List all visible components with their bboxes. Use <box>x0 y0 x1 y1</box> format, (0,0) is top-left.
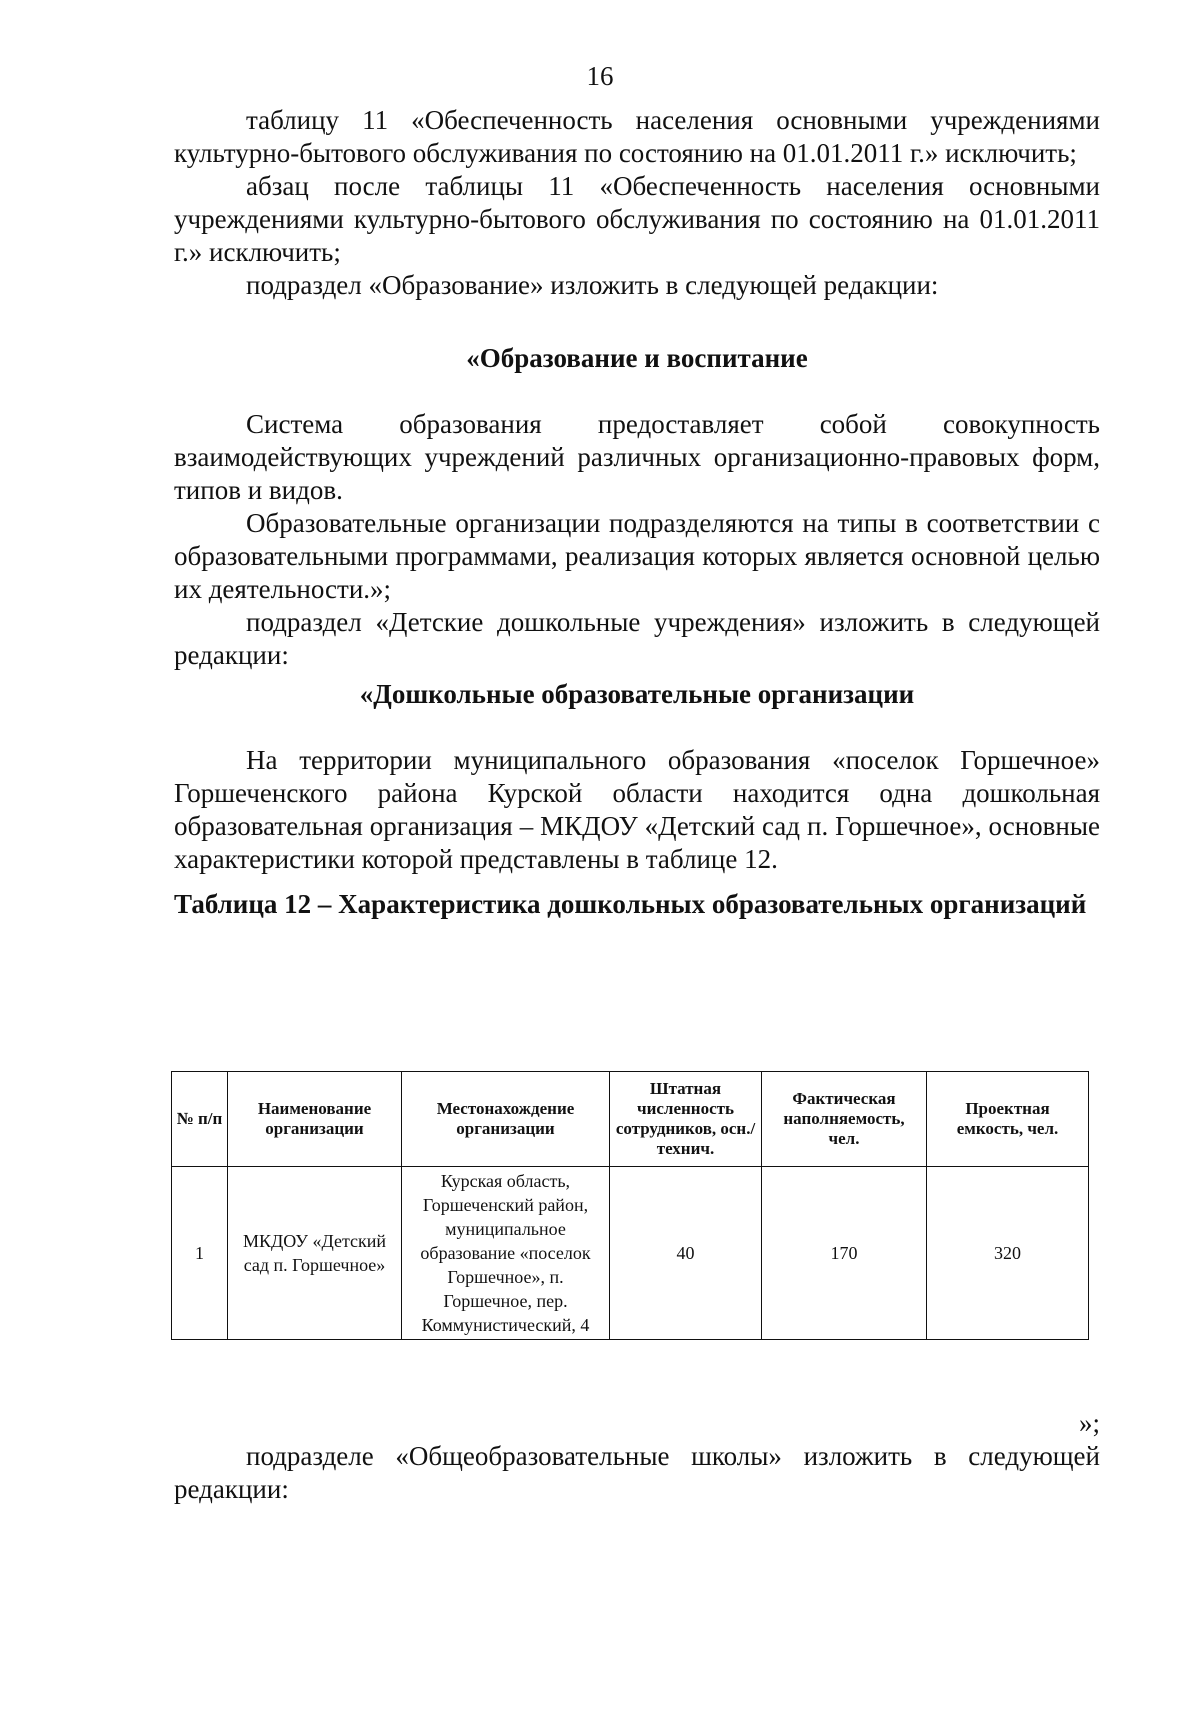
paragraph: подраздел «Образование» изложить в следующей редакции: <box>246 270 939 300</box>
table-caption: Таблица 12 – Характеристика дошкольных образовательных организаций <box>174 889 1087 919</box>
cell-location: Курская область, Горшеченский район, муниципальное образование «поселок Горшечное», п. Горшечное, пер. Коммунистический, 4 <box>402 1167 610 1340</box>
section-heading-education: «Образование и воспитание <box>466 343 808 373</box>
header-name: Наименование организации <box>228 1072 402 1167</box>
header-capacity: Проектная емкость, чел. <box>927 1072 1089 1167</box>
preschool-table <box>171 1071 1089 1340</box>
table-row <box>172 1167 1089 1340</box>
paragraph: Образовательные организации подразделяются на типы в соответствии с образовательными программами, реализация которых является основной целью их деятельности.»; <box>174 508 1100 604</box>
paragraph: таблицу 11 «Обеспеченность населения основными учреждениями культурно-бытового обслуживания по состоянию на 01.01.2011 г.» исключить; <box>174 105 1100 168</box>
header-staff: Штатная численность сотрудников, осн./технич. <box>610 1072 762 1167</box>
header-location: Местонахождение организации <box>402 1072 610 1167</box>
paragraph: подраздел «Детские дошкольные учреждения» изложить в следующей редакции: <box>174 607 1100 670</box>
cell-staff: 40 <box>610 1167 762 1340</box>
text-block-intro <box>174 744 1100 876</box>
page-number: 16 <box>586 61 614 91</box>
header-occupancy: Фактическая наполняемость, чел. <box>762 1072 927 1167</box>
paragraph: На территории муниципального образования «поселок Горшечное» Горшеченского района Курской области находится одна дошкольная образовательная организация – МКДОУ «Детский сад п. Горшечное», основные характеристики которой представлены в таблице 12. <box>174 745 1100 874</box>
cell-capacity: 320 <box>927 1167 1089 1340</box>
table-header-row <box>172 1072 1089 1167</box>
cell-name: МКДОУ «Детский сад п. Горшечное» <box>228 1167 402 1340</box>
section-heading-preschool: «Дошкольные образовательные организации <box>359 679 915 709</box>
text-block-middle <box>174 408 1100 672</box>
cell-number: 1 <box>172 1167 228 1340</box>
text-block-last <box>174 1440 1100 1506</box>
paragraph: подразделе «Общеобразовательные школы» изложить в следующей редакции: <box>174 1441 1100 1504</box>
text-block-top <box>174 104 1100 302</box>
header-number: № п/п <box>172 1072 228 1167</box>
table-closing-quote: »; <box>1078 1408 1100 1438</box>
cell-occupancy: 170 <box>762 1167 927 1340</box>
paragraph: абзац после таблицы 11 «Обеспеченность населения основными учреждениями культурно-бытового обслуживания по состоянию на 01.01.2011 г.» исключить; <box>174 171 1100 267</box>
paragraph: Система образования предоставляет собой совокупность взаимодействующих учреждений различных организационно-правовых форм, типов и видов. <box>174 409 1100 505</box>
